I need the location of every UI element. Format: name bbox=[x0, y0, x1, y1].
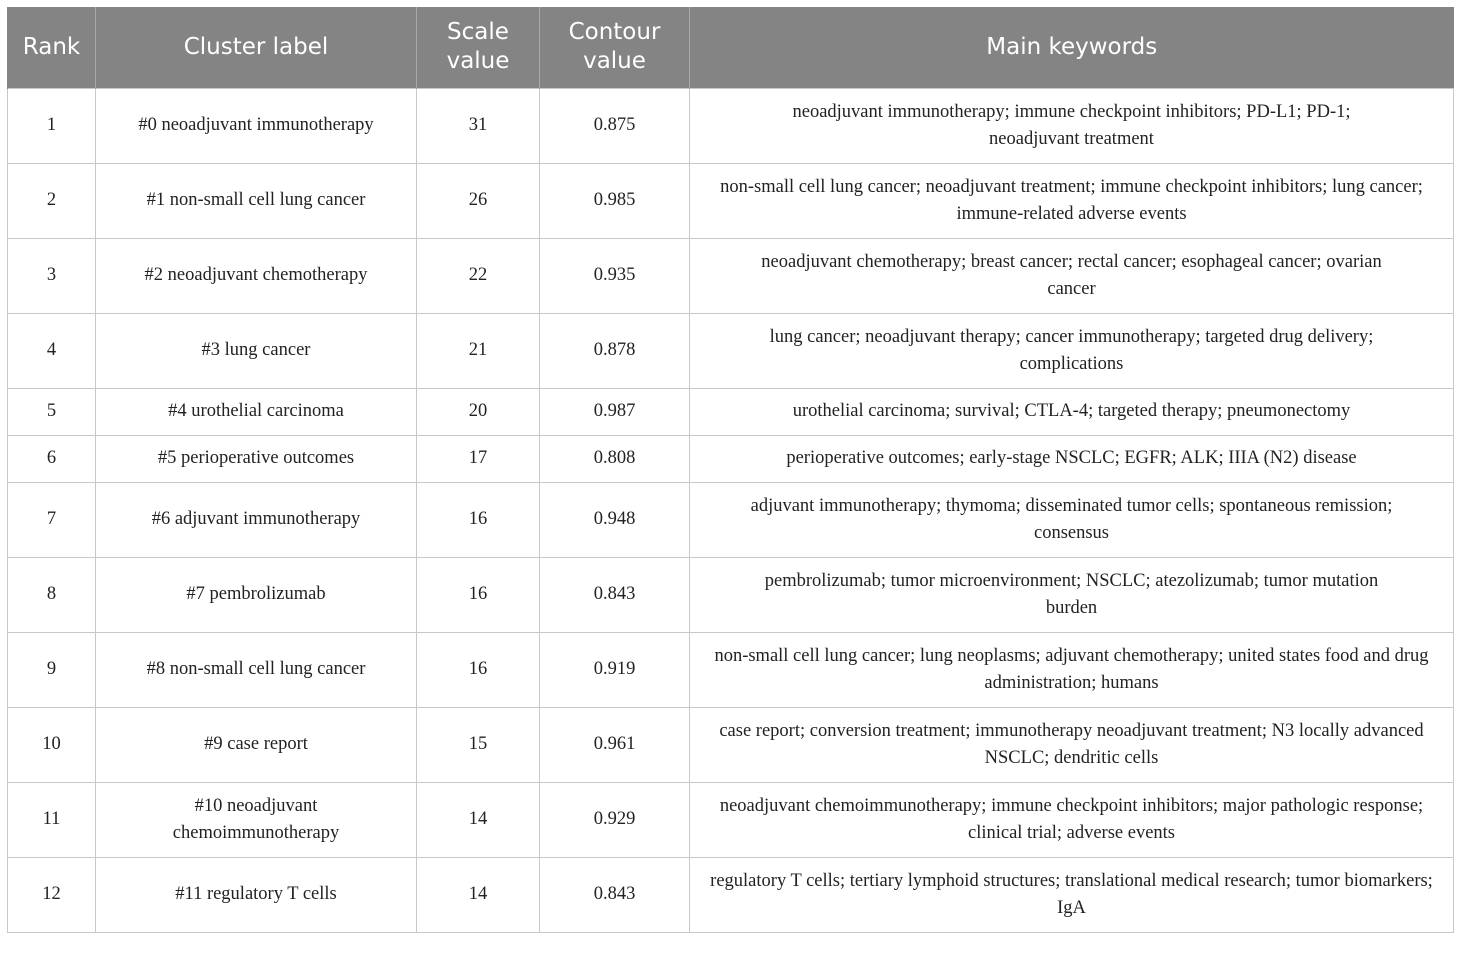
cell-contour-value: 0.808 bbox=[540, 435, 690, 482]
table-row bbox=[8, 782, 1454, 857]
cell-cluster-label: #7 pembrolizumab bbox=[96, 557, 417, 632]
cell-cluster-label: #5 perioperative outcomes bbox=[96, 435, 417, 482]
header-rank: Rank bbox=[8, 7, 96, 88]
table-row bbox=[8, 388, 1454, 435]
cell-main-keywords: neoadjuvant chemotherapy; breast cancer; rectal cancer; esophageal cancer; ovarian cancer bbox=[690, 238, 1454, 313]
cell-scale-value: 20 bbox=[417, 388, 540, 435]
cluster-table bbox=[7, 7, 1454, 933]
table-row bbox=[8, 163, 1454, 238]
cell-rank: 2 bbox=[8, 163, 96, 238]
cell-main-keywords: case report; conversion treatment; immunotherapy neoadjuvant treatment; N3 locally advanced NSCLC; dendritic cells bbox=[690, 707, 1454, 782]
cell-rank: 10 bbox=[8, 707, 96, 782]
cell-cluster-label: #4 urothelial carcinoma bbox=[96, 388, 417, 435]
header-scale-value: Scale value bbox=[417, 7, 540, 88]
cell-scale-value: 15 bbox=[417, 707, 540, 782]
cell-cluster-label: #0 neoadjuvant immunotherapy bbox=[96, 88, 417, 163]
table-row bbox=[8, 238, 1454, 313]
cell-contour-value: 0.875 bbox=[540, 88, 690, 163]
cell-main-keywords: pembrolizumab; tumor microenvironment; NSCLC; atezolizumab; tumor mutation burden bbox=[690, 557, 1454, 632]
cell-contour-value: 0.843 bbox=[540, 857, 690, 932]
cell-scale-value: 14 bbox=[417, 782, 540, 857]
cell-cluster-label: #6 adjuvant immunotherapy bbox=[96, 482, 417, 557]
cell-rank: 11 bbox=[8, 782, 96, 857]
table-row bbox=[8, 435, 1454, 482]
cell-rank: 12 bbox=[8, 857, 96, 932]
header-contour-value: Contour value bbox=[540, 7, 690, 88]
table-row bbox=[8, 857, 1454, 932]
cell-scale-value: 26 bbox=[417, 163, 540, 238]
cell-rank: 3 bbox=[8, 238, 96, 313]
cell-scale-value: 31 bbox=[417, 88, 540, 163]
cell-main-keywords: perioperative outcomes; early-stage NSCLC; EGFR; ALK; IIIA (N2) disease bbox=[690, 435, 1454, 482]
cell-main-keywords: adjuvant immunotherapy; thymoma; disseminated tumor cells; spontaneous remission; consensus bbox=[690, 482, 1454, 557]
cell-cluster-label: #9 case report bbox=[96, 707, 417, 782]
cell-rank: 6 bbox=[8, 435, 96, 482]
cell-contour-value: 0.985 bbox=[540, 163, 690, 238]
cell-contour-value: 0.961 bbox=[540, 707, 690, 782]
cell-main-keywords: neoadjuvant immunotherapy; immune checkpoint inhibitors; PD-L1; PD-1; neoadjuvant treatment bbox=[690, 88, 1454, 163]
table-header bbox=[8, 7, 1454, 88]
header-main-keywords: Main keywords bbox=[690, 7, 1454, 88]
cell-main-keywords: lung cancer; neoadjuvant therapy; cancer immunotherapy; targeted drug delivery; complications bbox=[690, 313, 1454, 388]
header-cluster-label: Cluster label bbox=[96, 7, 417, 88]
cell-main-keywords: non-small cell lung cancer; neoadjuvant treatment; immune checkpoint inhibitors; lung cancer; immune-related adverse events bbox=[690, 163, 1454, 238]
cell-cluster-label: #8 non-small cell lung cancer bbox=[96, 632, 417, 707]
table-row bbox=[8, 632, 1454, 707]
table-row bbox=[8, 557, 1454, 632]
cell-scale-value: 16 bbox=[417, 632, 540, 707]
cell-rank: 4 bbox=[8, 313, 96, 388]
cell-main-keywords: regulatory T cells; tertiary lymphoid structures; translational medical research; tumor biomarkers; IgA bbox=[690, 857, 1454, 932]
cell-rank: 5 bbox=[8, 388, 96, 435]
cell-rank: 7 bbox=[8, 482, 96, 557]
cell-contour-value: 0.948 bbox=[540, 482, 690, 557]
header-row bbox=[8, 7, 1454, 88]
cell-contour-value: 0.919 bbox=[540, 632, 690, 707]
table-row bbox=[8, 482, 1454, 557]
table-row bbox=[8, 88, 1454, 163]
cell-main-keywords: neoadjuvant chemoimmunotherapy; immune checkpoint inhibitors; major pathologic response; clinical trial; adverse events bbox=[690, 782, 1454, 857]
cell-scale-value: 22 bbox=[417, 238, 540, 313]
cell-contour-value: 0.878 bbox=[540, 313, 690, 388]
cell-scale-value: 17 bbox=[417, 435, 540, 482]
cell-cluster-label: #3 lung cancer bbox=[96, 313, 417, 388]
cell-contour-value: 0.935 bbox=[540, 238, 690, 313]
cell-cluster-label: #1 non-small cell lung cancer bbox=[96, 163, 417, 238]
cell-cluster-label: #2 neoadjuvant chemotherapy bbox=[96, 238, 417, 313]
cell-rank: 1 bbox=[8, 88, 96, 163]
cell-rank: 9 bbox=[8, 632, 96, 707]
cell-contour-value: 0.987 bbox=[540, 388, 690, 435]
table-row bbox=[8, 313, 1454, 388]
cell-rank: 8 bbox=[8, 557, 96, 632]
table-row bbox=[8, 707, 1454, 782]
cell-main-keywords: urothelial carcinoma; survival; CTLA-4; targeted therapy; pneumonectomy bbox=[690, 388, 1454, 435]
cell-main-keywords: non-small cell lung cancer; lung neoplasms; adjuvant chemotherapy; united states food and drug administration; humans bbox=[690, 632, 1454, 707]
cell-scale-value: 14 bbox=[417, 857, 540, 932]
cell-scale-value: 21 bbox=[417, 313, 540, 388]
table-body bbox=[8, 88, 1454, 932]
cell-contour-value: 0.929 bbox=[540, 782, 690, 857]
cell-cluster-label: #11 regulatory T cells bbox=[96, 857, 417, 932]
cell-scale-value: 16 bbox=[417, 482, 540, 557]
cell-cluster-label: #10 neoadjuvant chemoimmunotherapy bbox=[96, 782, 417, 857]
cell-contour-value: 0.843 bbox=[540, 557, 690, 632]
cell-scale-value: 16 bbox=[417, 557, 540, 632]
